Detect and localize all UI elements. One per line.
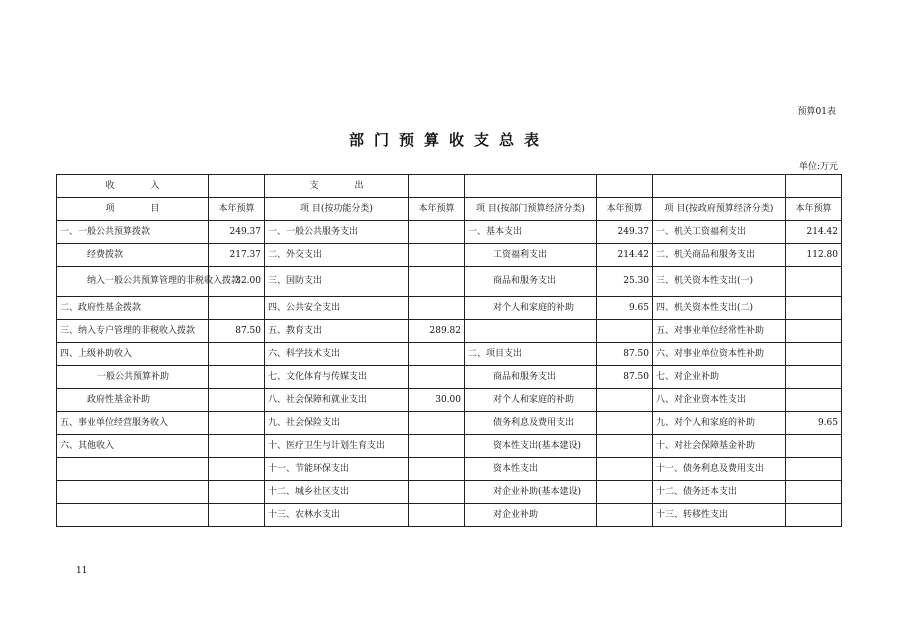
dept-econ-amount: [597, 412, 653, 435]
dept-econ-amount: 87.50: [597, 366, 653, 389]
column-header: 本年预算: [209, 198, 265, 221]
function-amount: [409, 244, 465, 267]
income-item: 三、纳入专户管理的非税收入拨款: [57, 320, 209, 343]
income-amount: [209, 435, 265, 458]
gov-econ-item: 十三、转移性支出: [653, 504, 786, 527]
header-cell: [209, 175, 265, 198]
column-header: 本年预算: [597, 198, 653, 221]
function-item: 十一、节能环保支出: [265, 458, 409, 481]
gov-econ-item: 三、机关资本性支出(一): [653, 267, 786, 297]
gov-econ-item: 七、对企业补助: [653, 366, 786, 389]
function-amount: [409, 267, 465, 297]
income-amount: 249.37: [209, 221, 265, 244]
gov-econ-item: 六、对事业单位资本性补助: [653, 343, 786, 366]
form-number: 预算01表: [797, 107, 836, 117]
income-amount: [209, 481, 265, 504]
function-item: 六、科学技术支出: [265, 343, 409, 366]
function-amount: [409, 435, 465, 458]
gov-econ-amount: [786, 366, 842, 389]
dept-econ-item: 对企业补助: [465, 504, 597, 527]
gov-econ-item: 二、机关商品和服务支出: [653, 244, 786, 267]
income-item: 经费拨款: [57, 244, 209, 267]
income-amount: 32.00: [209, 267, 265, 297]
header-cell: [597, 175, 653, 198]
function-amount: [409, 504, 465, 527]
income-item: 五、事业单位经营服务收入: [57, 412, 209, 435]
function-amount: [409, 412, 465, 435]
column-header: 项 目(按功能分类): [265, 198, 409, 221]
income-amount: 87.50: [209, 320, 265, 343]
table-row: [57, 458, 842, 481]
dept-econ-item: 对个人和家庭的补助: [465, 389, 597, 412]
table-row: [57, 435, 842, 458]
page-number: 11: [76, 566, 88, 576]
table-row: [57, 267, 842, 297]
dept-econ-amount: [597, 481, 653, 504]
function-item: 二、外交支出: [265, 244, 409, 267]
column-header-row: [57, 198, 842, 221]
function-item: 三、国防支出: [265, 267, 409, 297]
income-item: 六、其他收入: [57, 435, 209, 458]
gov-econ-amount: [786, 320, 842, 343]
gov-econ-amount: [786, 389, 842, 412]
gov-econ-item: 十一、债务利息及费用支出: [653, 458, 786, 481]
gov-econ-amount: [786, 343, 842, 366]
dept-econ-amount: 9.65: [597, 297, 653, 320]
dept-econ-item: 商品和服务支出: [465, 366, 597, 389]
dept-econ-item: 债务利息及费用支出: [465, 412, 597, 435]
function-item: 十、医疗卫生与计划生育支出: [265, 435, 409, 458]
dept-econ-item: 二、项目支出: [465, 343, 597, 366]
income-amount: [209, 343, 265, 366]
income-item: 一般公共预算补助: [57, 366, 209, 389]
table-row: [57, 244, 842, 267]
header-cell: [653, 175, 786, 198]
dept-econ-item: 对个人和家庭的补助: [465, 297, 597, 320]
income-item: 一、一般公共预算拨款: [57, 221, 209, 244]
income-item: 政府性基金补助: [57, 389, 209, 412]
function-item: 一、一般公共服务支出: [265, 221, 409, 244]
function-amount: 30.00: [409, 389, 465, 412]
income-amount: [209, 412, 265, 435]
dept-econ-amount: 25.30: [597, 267, 653, 297]
dept-econ-item: 资本性支出: [465, 458, 597, 481]
gov-econ-amount: [786, 435, 842, 458]
header-cell: [409, 175, 465, 198]
table-row: [57, 504, 842, 527]
column-header: 本年预算: [786, 198, 842, 221]
dept-econ-item: 一、基本支出: [465, 221, 597, 244]
function-amount: [409, 458, 465, 481]
gov-econ-item: 一、机关工资福利支出: [653, 221, 786, 244]
income-item: 纳入一般公共预算管理的非税收入拨款: [57, 267, 209, 297]
gov-econ-item: 四、机关资本性支出(二): [653, 297, 786, 320]
column-header: 本年预算: [409, 198, 465, 221]
gov-econ-amount: [786, 504, 842, 527]
income-amount: [209, 389, 265, 412]
header-cell: [786, 175, 842, 198]
function-amount: 289.82: [409, 320, 465, 343]
gov-econ-item: 九、对个人和家庭的补助: [653, 412, 786, 435]
function-item: 五、教育支出: [265, 320, 409, 343]
gov-econ-amount: [786, 267, 842, 297]
dept-econ-amount: 249.37: [597, 221, 653, 244]
income-item: 二、政府性基金拨款: [57, 297, 209, 320]
function-amount: [409, 481, 465, 504]
function-item: 七、文化体育与传媒支出: [265, 366, 409, 389]
dept-econ-item: [465, 320, 597, 343]
dept-econ-item: 对企业补助(基本建设): [465, 481, 597, 504]
gov-econ-amount: [786, 297, 842, 320]
column-header: 项 目: [57, 198, 209, 221]
dept-econ-amount: [597, 389, 653, 412]
income-header: 收 入: [57, 175, 209, 198]
income-item: 四、上级补助收入: [57, 343, 209, 366]
dept-econ-item: 工资福利支出: [465, 244, 597, 267]
table-row: [57, 297, 842, 320]
gov-econ-amount: 112.80: [786, 244, 842, 267]
header-cell: [465, 175, 597, 198]
dept-econ-amount: [597, 458, 653, 481]
function-item: 八、社会保障和就业支出: [265, 389, 409, 412]
gov-econ-amount: 214.42: [786, 221, 842, 244]
dept-econ-item: 资本性支出(基本建设): [465, 435, 597, 458]
table-row: [57, 389, 842, 412]
dept-econ-amount: 214.42: [597, 244, 653, 267]
function-amount: [409, 366, 465, 389]
gov-econ-amount: 9.65: [786, 412, 842, 435]
income-item: [57, 458, 209, 481]
gov-econ-item: 五、对事业单位经常性补助: [653, 320, 786, 343]
table-row: [57, 320, 842, 343]
table-row: [57, 343, 842, 366]
table-row: [57, 366, 842, 389]
function-amount: [409, 221, 465, 244]
income-amount: [209, 366, 265, 389]
function-amount: [409, 297, 465, 320]
dept-econ-amount: [597, 435, 653, 458]
function-item: 十三、农林水支出: [265, 504, 409, 527]
gov-econ-item: 八、对企业资本性支出: [653, 389, 786, 412]
dept-econ-amount: 87.50: [597, 343, 653, 366]
table-row: [57, 412, 842, 435]
column-header: 项 目(按部门预算经济分类): [465, 198, 597, 221]
unit-label: 单位:万元: [798, 162, 838, 172]
column-header: 项 目(按政府预算经济分类): [653, 198, 786, 221]
table-row: [57, 221, 842, 244]
table-row: [57, 481, 842, 504]
function-item: 九、社会保险支出: [265, 412, 409, 435]
header-row: [57, 175, 842, 198]
dept-econ-amount: [597, 504, 653, 527]
income-amount: [209, 458, 265, 481]
income-amount: [209, 297, 265, 320]
gov-econ-item: 十二、债务还本支出: [653, 481, 786, 504]
function-item: 四、公共安全支出: [265, 297, 409, 320]
income-item: [57, 481, 209, 504]
gov-econ-amount: [786, 458, 842, 481]
gov-econ-amount: [786, 481, 842, 504]
budget-summary-table: [56, 174, 842, 527]
income-amount: [209, 504, 265, 527]
income-amount: 217.37: [209, 244, 265, 267]
dept-econ-item: 商品和服务支出: [465, 267, 597, 297]
page-title: 部门预算收支总表: [348, 131, 549, 149]
expense-header: 支 出: [265, 175, 409, 198]
gov-econ-item: 十、对社会保障基金补助: [653, 435, 786, 458]
income-item: [57, 504, 209, 527]
function-item: 十二、城乡社区支出: [265, 481, 409, 504]
dept-econ-amount: [597, 320, 653, 343]
function-amount: [409, 343, 465, 366]
